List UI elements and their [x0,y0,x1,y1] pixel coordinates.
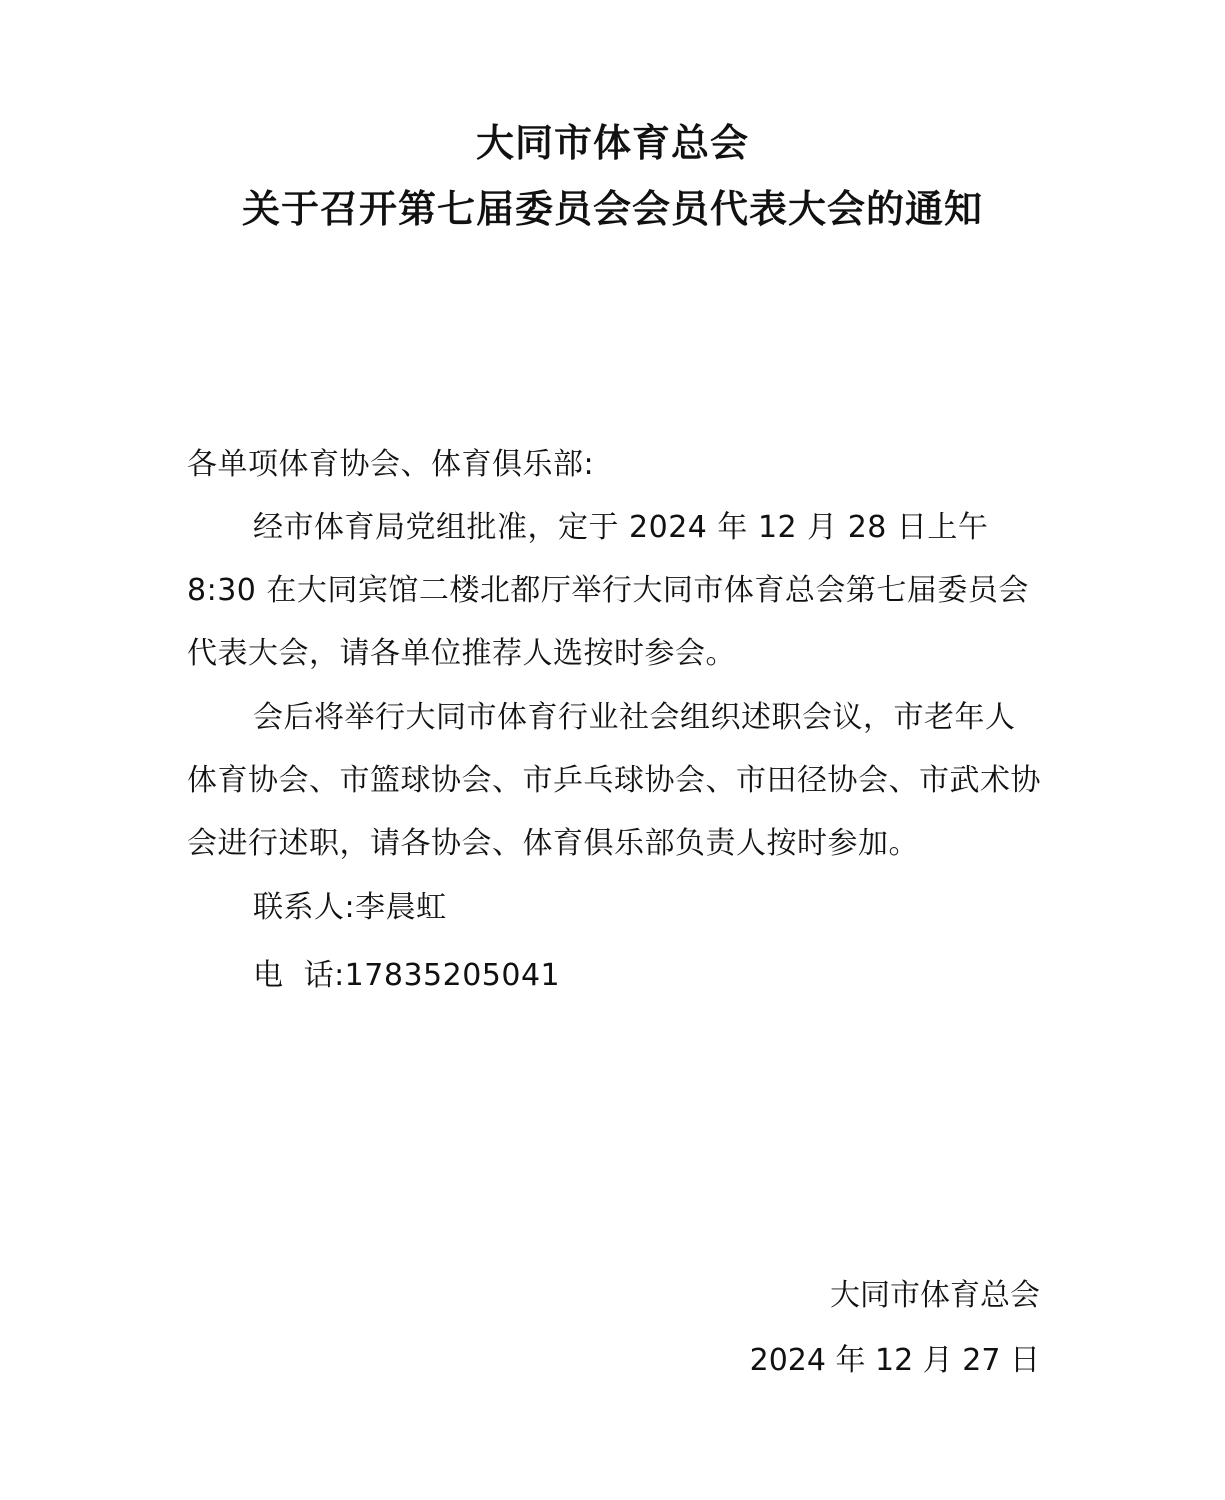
signature-date: 2024 年 12 月 27 日 [749,1343,1040,1378]
salutation: 各单项体育协会、体育俱乐部: [187,447,595,482]
contact-phone: 电 话:17835205041 [253,958,561,993]
document-title-line2: 关于召开第七届委员会会员代表大会的通知 [241,187,983,231]
document-title-line1: 大同市体育总会 [475,121,749,165]
contact-person: 联系人:李晨虹 [253,890,447,925]
signature-organization: 大同市体育总会 [830,1278,1040,1313]
paragraph-meeting-notice: 经市体育局党组批准，定于 2024 年 12 月 28 日上午 8:30 在大同宾馆二楼北都厅举行大同市体育总会第七届委员会代表大会，请各单位推荐人选按时参会。 [187,510,1029,671]
paragraph-report-meeting: 会后将举行大同市体育行业社会组织述职会议，市老年人体育协会、市篮球协会、市乒乓球协会、市田径协会、市武术协会进行述职，请各协会、体育俱乐部负责人按时参加。 [187,700,1041,861]
